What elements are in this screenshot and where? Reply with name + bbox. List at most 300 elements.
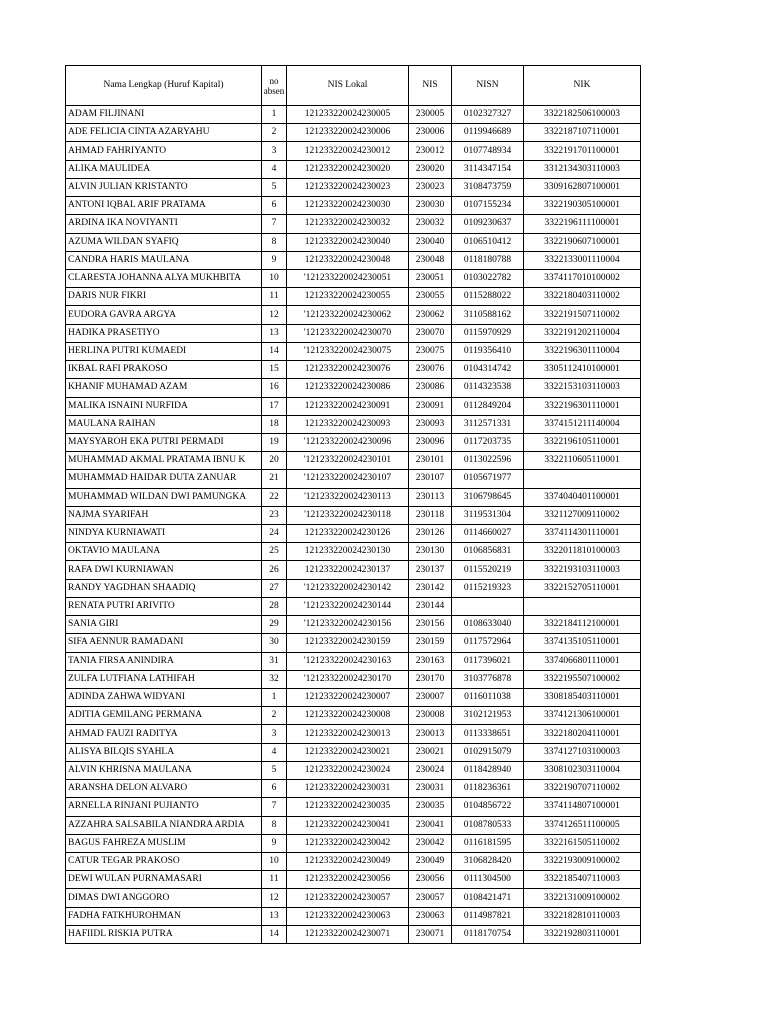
cell-nik: 3322153103110003 — [524, 379, 641, 397]
cell-nik — [524, 597, 641, 615]
cell-nis: 230142 — [409, 579, 452, 597]
cell-nama: CANDRA HARIS MAULANA — [66, 251, 262, 269]
cell-nama: SIFA AENNUR RAMADANI — [66, 634, 262, 652]
cell-nama: MUHAMMAD HAIDAR DUTA ZANUAR — [66, 470, 262, 488]
cell-nama: ADINDA ZAHWA WIDYANI — [66, 689, 262, 707]
cell-no-absen: 1 — [262, 106, 287, 124]
cell-nis: 230075 — [409, 342, 452, 360]
cell-nik: 3322187107110001 — [524, 124, 641, 142]
cell-nisn: 3114347154 — [452, 160, 524, 178]
cell-nis: 230042 — [409, 834, 452, 852]
cell-nisn: 0111304500 — [452, 871, 524, 889]
cell-nis: 230057 — [409, 889, 452, 907]
cell-no-absen: 17 — [262, 397, 287, 415]
cell-nama: SANIA GIRI — [66, 616, 262, 634]
table-row — [66, 306, 641, 324]
cell-nis: 230013 — [409, 725, 452, 743]
cell-nama: BAGUS FAHREZA MUSLIM — [66, 834, 262, 852]
cell-nis-lokal: '121233220024230062 — [287, 306, 409, 324]
cell-nisn: 3102121953 — [452, 707, 524, 725]
cell-nama: ALISYA BILQIS SYAHLA — [66, 743, 262, 761]
cell-nis-lokal: 121233220024230071 — [287, 925, 409, 943]
cell-nik: 3322196105110001 — [524, 433, 641, 451]
cell-nis-lokal: '121233220024230051 — [287, 269, 409, 287]
cell-nisn: 0108780533 — [452, 816, 524, 834]
cell-nis: 230086 — [409, 379, 452, 397]
header-nama: Nama Lengkap (Huruf Kapital) — [66, 66, 262, 106]
cell-nis: 230020 — [409, 160, 452, 178]
table-row — [66, 743, 641, 761]
table-row — [66, 798, 641, 816]
cell-nis: 230021 — [409, 743, 452, 761]
cell-nama: KHANIF MUHAMAD AZAM — [66, 379, 262, 397]
table-row — [66, 288, 641, 306]
cell-nis-lokal: '121233220024230113 — [287, 488, 409, 506]
cell-no-absen: 22 — [262, 488, 287, 506]
cell-nik: 3374040401100001 — [524, 488, 641, 506]
cell-nisn: 0114660027 — [452, 525, 524, 543]
cell-nis: 230063 — [409, 907, 452, 925]
cell-nik: 3322195507100002 — [524, 670, 641, 688]
cell-nama: NAJMA SYARIFAH — [66, 506, 262, 524]
cell-nik: 3322196301110004 — [524, 342, 641, 360]
table-row — [66, 689, 641, 707]
cell-nik: 3322192803110001 — [524, 925, 641, 943]
cell-nis: 230012 — [409, 142, 452, 160]
table-row — [66, 215, 641, 233]
cell-no-absen: 19 — [262, 433, 287, 451]
header-no-absen: no absen — [262, 66, 287, 106]
cell-no-absen: 11 — [262, 288, 287, 306]
cell-nama: FADHA FATKHUROHMAN — [66, 907, 262, 925]
table-row — [66, 124, 641, 142]
table-row — [66, 597, 641, 615]
table-row — [66, 160, 641, 178]
cell-nisn: 0114323538 — [452, 379, 524, 397]
cell-no-absen: 9 — [262, 834, 287, 852]
cell-nik: 3322133001110004 — [524, 251, 641, 269]
cell-nisn: 0118180788 — [452, 251, 524, 269]
cell-nisn: 0115970929 — [452, 324, 524, 342]
cell-nama: HERLINA PUTRI KUMAEDI — [66, 342, 262, 360]
cell-nis-lokal: 121233220024230137 — [287, 561, 409, 579]
cell-no-absen: 2 — [262, 124, 287, 142]
cell-nik: 3308102303110004 — [524, 761, 641, 779]
cell-nis: 230035 — [409, 798, 452, 816]
cell-nis-lokal: 121233220024230091 — [287, 397, 409, 415]
header-nisn: NISN — [452, 66, 524, 106]
cell-no-absen: 12 — [262, 889, 287, 907]
cell-nisn: 0106510412 — [452, 233, 524, 251]
cell-nisn: 0113022596 — [452, 452, 524, 470]
table-row — [66, 652, 641, 670]
cell-nik: 3322182810110003 — [524, 907, 641, 925]
cell-nama: MALIKA ISNAINI NURFIDA — [66, 397, 262, 415]
cell-no-absen: 7 — [262, 798, 287, 816]
cell-nama: AZZAHRA SALSABILA NIANDRA ARDIA — [66, 816, 262, 834]
table-row — [66, 525, 641, 543]
cell-nisn: 0118428940 — [452, 761, 524, 779]
cell-nis: 230126 — [409, 525, 452, 543]
cell-no-absen: 10 — [262, 852, 287, 870]
cell-nik: 3322196301110001 — [524, 397, 641, 415]
cell-nis: 230070 — [409, 324, 452, 342]
cell-nisn: 0106856831 — [452, 543, 524, 561]
cell-nis-lokal: 121233220024230012 — [287, 142, 409, 160]
cell-nisn: 0114987821 — [452, 907, 524, 925]
cell-no-absen: 18 — [262, 415, 287, 433]
cell-nisn: 0103022782 — [452, 269, 524, 287]
cell-no-absen: 1 — [262, 689, 287, 707]
table-row — [66, 506, 641, 524]
cell-nis: 230062 — [409, 306, 452, 324]
cell-nama: AHMAD FAUZI RADITYA — [66, 725, 262, 743]
cell-nis-lokal: 121233220024230023 — [287, 178, 409, 196]
cell-nis: 230055 — [409, 288, 452, 306]
table-row — [66, 871, 641, 889]
cell-no-absen: 25 — [262, 543, 287, 561]
cell-nik: 3322180204110001 — [524, 725, 641, 743]
cell-nik: 3322193103110003 — [524, 561, 641, 579]
cell-nis-lokal: 121233220024230021 — [287, 743, 409, 761]
table-row — [66, 852, 641, 870]
cell-nik: 3322191507110002 — [524, 306, 641, 324]
cell-nama: DARIS NUR FIKRI — [66, 288, 262, 306]
table-row — [66, 106, 641, 124]
cell-nis-lokal: '121233220024230096 — [287, 433, 409, 451]
cell-no-absen: 29 — [262, 616, 287, 634]
table-row — [66, 452, 641, 470]
cell-nis-lokal: '121233220024230156 — [287, 616, 409, 634]
cell-nik: 3322011810100003 — [524, 543, 641, 561]
cell-nis-lokal: 121233220024230007 — [287, 689, 409, 707]
cell-nik: 3374126511100005 — [524, 816, 641, 834]
table-row — [66, 543, 641, 561]
table-row — [66, 415, 641, 433]
cell-nisn: 0115288022 — [452, 288, 524, 306]
cell-nama: DEWI WULAN PURNAMASARI — [66, 871, 262, 889]
cell-nis-lokal: 121233220024230093 — [287, 415, 409, 433]
cell-nis: 230031 — [409, 780, 452, 798]
cell-nis-lokal: 121233220024230063 — [287, 907, 409, 925]
cell-nama: AZUMA WILDAN SYAFIQ — [66, 233, 262, 251]
cell-nama: RANDY YAGDHAN SHAADIQ — [66, 579, 262, 597]
table-row — [66, 433, 641, 451]
cell-nis: 230030 — [409, 197, 452, 215]
cell-nik: 3374114807100001 — [524, 798, 641, 816]
cell-nik: 3374121306100001 — [524, 707, 641, 725]
cell-nama: AHMAD FAHRIYANTO — [66, 142, 262, 160]
cell-nisn: 0107155234 — [452, 197, 524, 215]
cell-no-absen: 6 — [262, 780, 287, 798]
table-row — [66, 197, 641, 215]
cell-nik: 3305112410100001 — [524, 361, 641, 379]
cell-no-absen: 13 — [262, 907, 287, 925]
cell-nik: 3322196111100001 — [524, 215, 641, 233]
cell-nis-lokal: '121233220024230118 — [287, 506, 409, 524]
cell-nis: 230048 — [409, 251, 452, 269]
cell-nis: 230144 — [409, 597, 452, 615]
cell-nik: 3322190607100001 — [524, 233, 641, 251]
cell-no-absen: 7 — [262, 215, 287, 233]
table-row — [66, 780, 641, 798]
cell-nis-lokal: 121233220024230030 — [287, 197, 409, 215]
header-row — [66, 66, 641, 106]
cell-nisn: 0116011038 — [452, 689, 524, 707]
cell-nisn: 0118236361 — [452, 780, 524, 798]
cell-nis-lokal: '121233220024230170 — [287, 670, 409, 688]
cell-no-absen: 4 — [262, 743, 287, 761]
cell-nisn: 0112849204 — [452, 397, 524, 415]
cell-nis-lokal: 121233220024230032 — [287, 215, 409, 233]
cell-nis: 230096 — [409, 433, 452, 451]
cell-nis-lokal: 121233220024230020 — [287, 160, 409, 178]
cell-no-absen: 9 — [262, 251, 287, 269]
cell-nis: 230076 — [409, 361, 452, 379]
cell-nisn: 0117572964 — [452, 634, 524, 652]
student-table — [65, 65, 641, 944]
cell-no-absen: 23 — [262, 506, 287, 524]
table-body — [66, 106, 641, 944]
cell-nik: 3322185407110003 — [524, 871, 641, 889]
cell-nisn: 0117203735 — [452, 433, 524, 451]
cell-nisn: 0109230637 — [452, 215, 524, 233]
table-row — [66, 269, 641, 287]
cell-nama: ARNELLA RINJANI PUJIANTO — [66, 798, 262, 816]
cell-nama: ZULFA LUTFIANA LATHIFAH — [66, 670, 262, 688]
cell-nik: 3374114301110001 — [524, 525, 641, 543]
cell-nik: 3374127103100003 — [524, 743, 641, 761]
cell-nisn: 0104314742 — [452, 361, 524, 379]
table-row — [66, 361, 641, 379]
cell-nis-lokal: 121233220024230013 — [287, 725, 409, 743]
cell-nis-lokal: '121233220024230144 — [287, 597, 409, 615]
cell-no-absen: 4 — [262, 160, 287, 178]
cell-nisn: 3106828420 — [452, 852, 524, 870]
cell-nik: 3374066801110001 — [524, 652, 641, 670]
cell-no-absen: 31 — [262, 652, 287, 670]
cell-nama: HADIKA PRASETIYO — [66, 324, 262, 342]
cell-nik: 3322131009100002 — [524, 889, 641, 907]
cell-nis: 230107 — [409, 470, 452, 488]
table-row — [66, 925, 641, 943]
cell-nisn: 0119356410 — [452, 342, 524, 360]
cell-no-absen: 3 — [262, 142, 287, 160]
cell-nis-lokal: 121233220024230042 — [287, 834, 409, 852]
cell-nama: MAULANA RAIHAN — [66, 415, 262, 433]
cell-no-absen: 14 — [262, 342, 287, 360]
cell-nama: ARDINA IKA NOVIYANTI — [66, 215, 262, 233]
table-row — [66, 907, 641, 925]
cell-nis-lokal: 121233220024230041 — [287, 816, 409, 834]
cell-nama: MAYSYAROH EKA PUTRI PERMADI — [66, 433, 262, 451]
table-row — [66, 397, 641, 415]
header-nis: NIS — [409, 66, 452, 106]
table-row — [66, 178, 641, 196]
cell-nis: 230032 — [409, 215, 452, 233]
cell-nis-lokal: 121233220024230008 — [287, 707, 409, 725]
cell-nik: 3322184112100001 — [524, 616, 641, 634]
cell-nis-lokal: 121233220024230035 — [287, 798, 409, 816]
cell-no-absen: 14 — [262, 925, 287, 943]
cell-no-absen: 26 — [262, 561, 287, 579]
cell-nisn: 3106798645 — [452, 488, 524, 506]
cell-nisn: 0102327327 — [452, 106, 524, 124]
table-row — [66, 251, 641, 269]
cell-nik: 3321127009110002 — [524, 506, 641, 524]
cell-nik: 3322180403110002 — [524, 288, 641, 306]
cell-nisn: 0108421471 — [452, 889, 524, 907]
cell-nis-lokal: '121233220024230070 — [287, 324, 409, 342]
cell-no-absen: 16 — [262, 379, 287, 397]
cell-no-absen: 32 — [262, 670, 287, 688]
cell-no-absen: 28 — [262, 597, 287, 615]
table-row — [66, 233, 641, 251]
cell-nis: 230159 — [409, 634, 452, 652]
table-row — [66, 342, 641, 360]
cell-nis: 230163 — [409, 652, 452, 670]
cell-nis-lokal: 121233220024230130 — [287, 543, 409, 561]
cell-nis-lokal: 121233220024230126 — [287, 525, 409, 543]
cell-nisn: 0107748934 — [452, 142, 524, 160]
cell-no-absen: 20 — [262, 452, 287, 470]
cell-nis-lokal: 121233220024230057 — [287, 889, 409, 907]
cell-nisn: 0102915079 — [452, 743, 524, 761]
cell-nik: 3374135105110001 — [524, 634, 641, 652]
cell-nik: 3322161505110002 — [524, 834, 641, 852]
cell-nis: 230056 — [409, 871, 452, 889]
cell-nik: 3322110605110001 — [524, 452, 641, 470]
cell-nik: 3322190305100001 — [524, 197, 641, 215]
cell-nisn — [452, 597, 524, 615]
cell-nis-lokal: 121233220024230048 — [287, 251, 409, 269]
cell-nisn: 3108473759 — [452, 178, 524, 196]
cell-nis: 230093 — [409, 415, 452, 433]
cell-nis: 230101 — [409, 452, 452, 470]
cell-nama: IKBAL RAFI PRAKOSO — [66, 361, 262, 379]
cell-no-absen: 5 — [262, 761, 287, 779]
cell-nis-lokal: '121233220024230107 — [287, 470, 409, 488]
cell-nik: 3322182506100003 — [524, 106, 641, 124]
cell-nama: CATUR TEGAR PRAKOSO — [66, 852, 262, 870]
cell-no-absen: 11 — [262, 871, 287, 889]
cell-nama: OKTAVIO MAULANA — [66, 543, 262, 561]
cell-nama: EUDORA GAVRA ARGYA — [66, 306, 262, 324]
cell-nis: 230023 — [409, 178, 452, 196]
table-row — [66, 834, 641, 852]
cell-nis: 230041 — [409, 816, 452, 834]
header-nis-lokal: NIS Lokal — [287, 66, 409, 106]
cell-no-absen: 10 — [262, 269, 287, 287]
cell-nis: 230040 — [409, 233, 452, 251]
cell-no-absen: 8 — [262, 233, 287, 251]
cell-no-absen: 13 — [262, 324, 287, 342]
cell-nama: MUHAMMAD WILDAN DWI PAMUNGKA — [66, 488, 262, 506]
cell-nama: CLARESTA JOHANNA ALYA MUKHBITA — [66, 269, 262, 287]
cell-nis-lokal: 121233220024230055 — [287, 288, 409, 306]
cell-nis-lokal: '121233220024230163 — [287, 652, 409, 670]
cell-nisn: 0113338651 — [452, 725, 524, 743]
cell-nis: 230071 — [409, 925, 452, 943]
cell-nis-lokal: 121233220024230159 — [287, 634, 409, 652]
table-row — [66, 634, 641, 652]
cell-nik: 3322152705110001 — [524, 579, 641, 597]
cell-nik — [524, 470, 641, 488]
cell-nis-lokal: 121233220024230086 — [287, 379, 409, 397]
cell-no-absen: 8 — [262, 816, 287, 834]
table-row — [66, 761, 641, 779]
table-row — [66, 579, 641, 597]
cell-nis-lokal: 121233220024230031 — [287, 780, 409, 798]
table-row — [66, 379, 641, 397]
cell-nisn: 0108633040 — [452, 616, 524, 634]
cell-nis: 230137 — [409, 561, 452, 579]
cell-nis: 230118 — [409, 506, 452, 524]
cell-no-absen: 30 — [262, 634, 287, 652]
cell-nama: RAFA DWI KURNIAWAN — [66, 561, 262, 579]
cell-nisn: 0104856722 — [452, 798, 524, 816]
cell-no-absen: 27 — [262, 579, 287, 597]
cell-nisn: 0116181595 — [452, 834, 524, 852]
cell-no-absen: 24 — [262, 525, 287, 543]
cell-nik: 3374117010100002 — [524, 269, 641, 287]
cell-nama: ALIKA MAULIDEA — [66, 160, 262, 178]
cell-nisn: 0115219323 — [452, 579, 524, 597]
cell-nisn: 3112571331 — [452, 415, 524, 433]
cell-nis-lokal: '121233220024230075 — [287, 342, 409, 360]
cell-nis-lokal: '121233220024230101 — [287, 452, 409, 470]
cell-nis: 230006 — [409, 124, 452, 142]
table-row — [66, 889, 641, 907]
table-row — [66, 488, 641, 506]
cell-nis-lokal: '121233220024230142 — [287, 579, 409, 597]
table-row — [66, 707, 641, 725]
table-row — [66, 470, 641, 488]
table-row — [66, 725, 641, 743]
cell-nik: 3322193009100002 — [524, 852, 641, 870]
cell-no-absen: 12 — [262, 306, 287, 324]
cell-nisn: 0118170754 — [452, 925, 524, 943]
cell-nik: 3322191701100001 — [524, 142, 641, 160]
cell-nama: MUHAMMAD AKMAL PRATAMA IBNU K — [66, 452, 262, 470]
cell-nis-lokal: 121233220024230005 — [287, 106, 409, 124]
cell-nis-lokal: 121233220024230040 — [287, 233, 409, 251]
cell-nama: NINDYA KURNIAWATI — [66, 525, 262, 543]
cell-nis: 230049 — [409, 852, 452, 870]
cell-nisn: 3110588162 — [452, 306, 524, 324]
cell-nisn: 0105671977 — [452, 470, 524, 488]
cell-no-absen: 3 — [262, 725, 287, 743]
table-row — [66, 816, 641, 834]
cell-nik: 3308185403110001 — [524, 689, 641, 707]
cell-nis: 230130 — [409, 543, 452, 561]
cell-no-absen: 5 — [262, 178, 287, 196]
cell-nis: 230024 — [409, 761, 452, 779]
cell-nis-lokal: 121233220024230049 — [287, 852, 409, 870]
table-row — [66, 616, 641, 634]
cell-nis-lokal: 121233220024230006 — [287, 124, 409, 142]
cell-nis: 230156 — [409, 616, 452, 634]
cell-nisn: 3103776878 — [452, 670, 524, 688]
cell-nisn: 0117396021 — [452, 652, 524, 670]
cell-no-absen: 2 — [262, 707, 287, 725]
table-row — [66, 142, 641, 160]
cell-nama: ADAM FILJINANI — [66, 106, 262, 124]
cell-nisn: 3119531304 — [452, 506, 524, 524]
cell-no-absen: 21 — [262, 470, 287, 488]
cell-no-absen: 15 — [262, 361, 287, 379]
header-nik: NIK — [524, 66, 641, 106]
